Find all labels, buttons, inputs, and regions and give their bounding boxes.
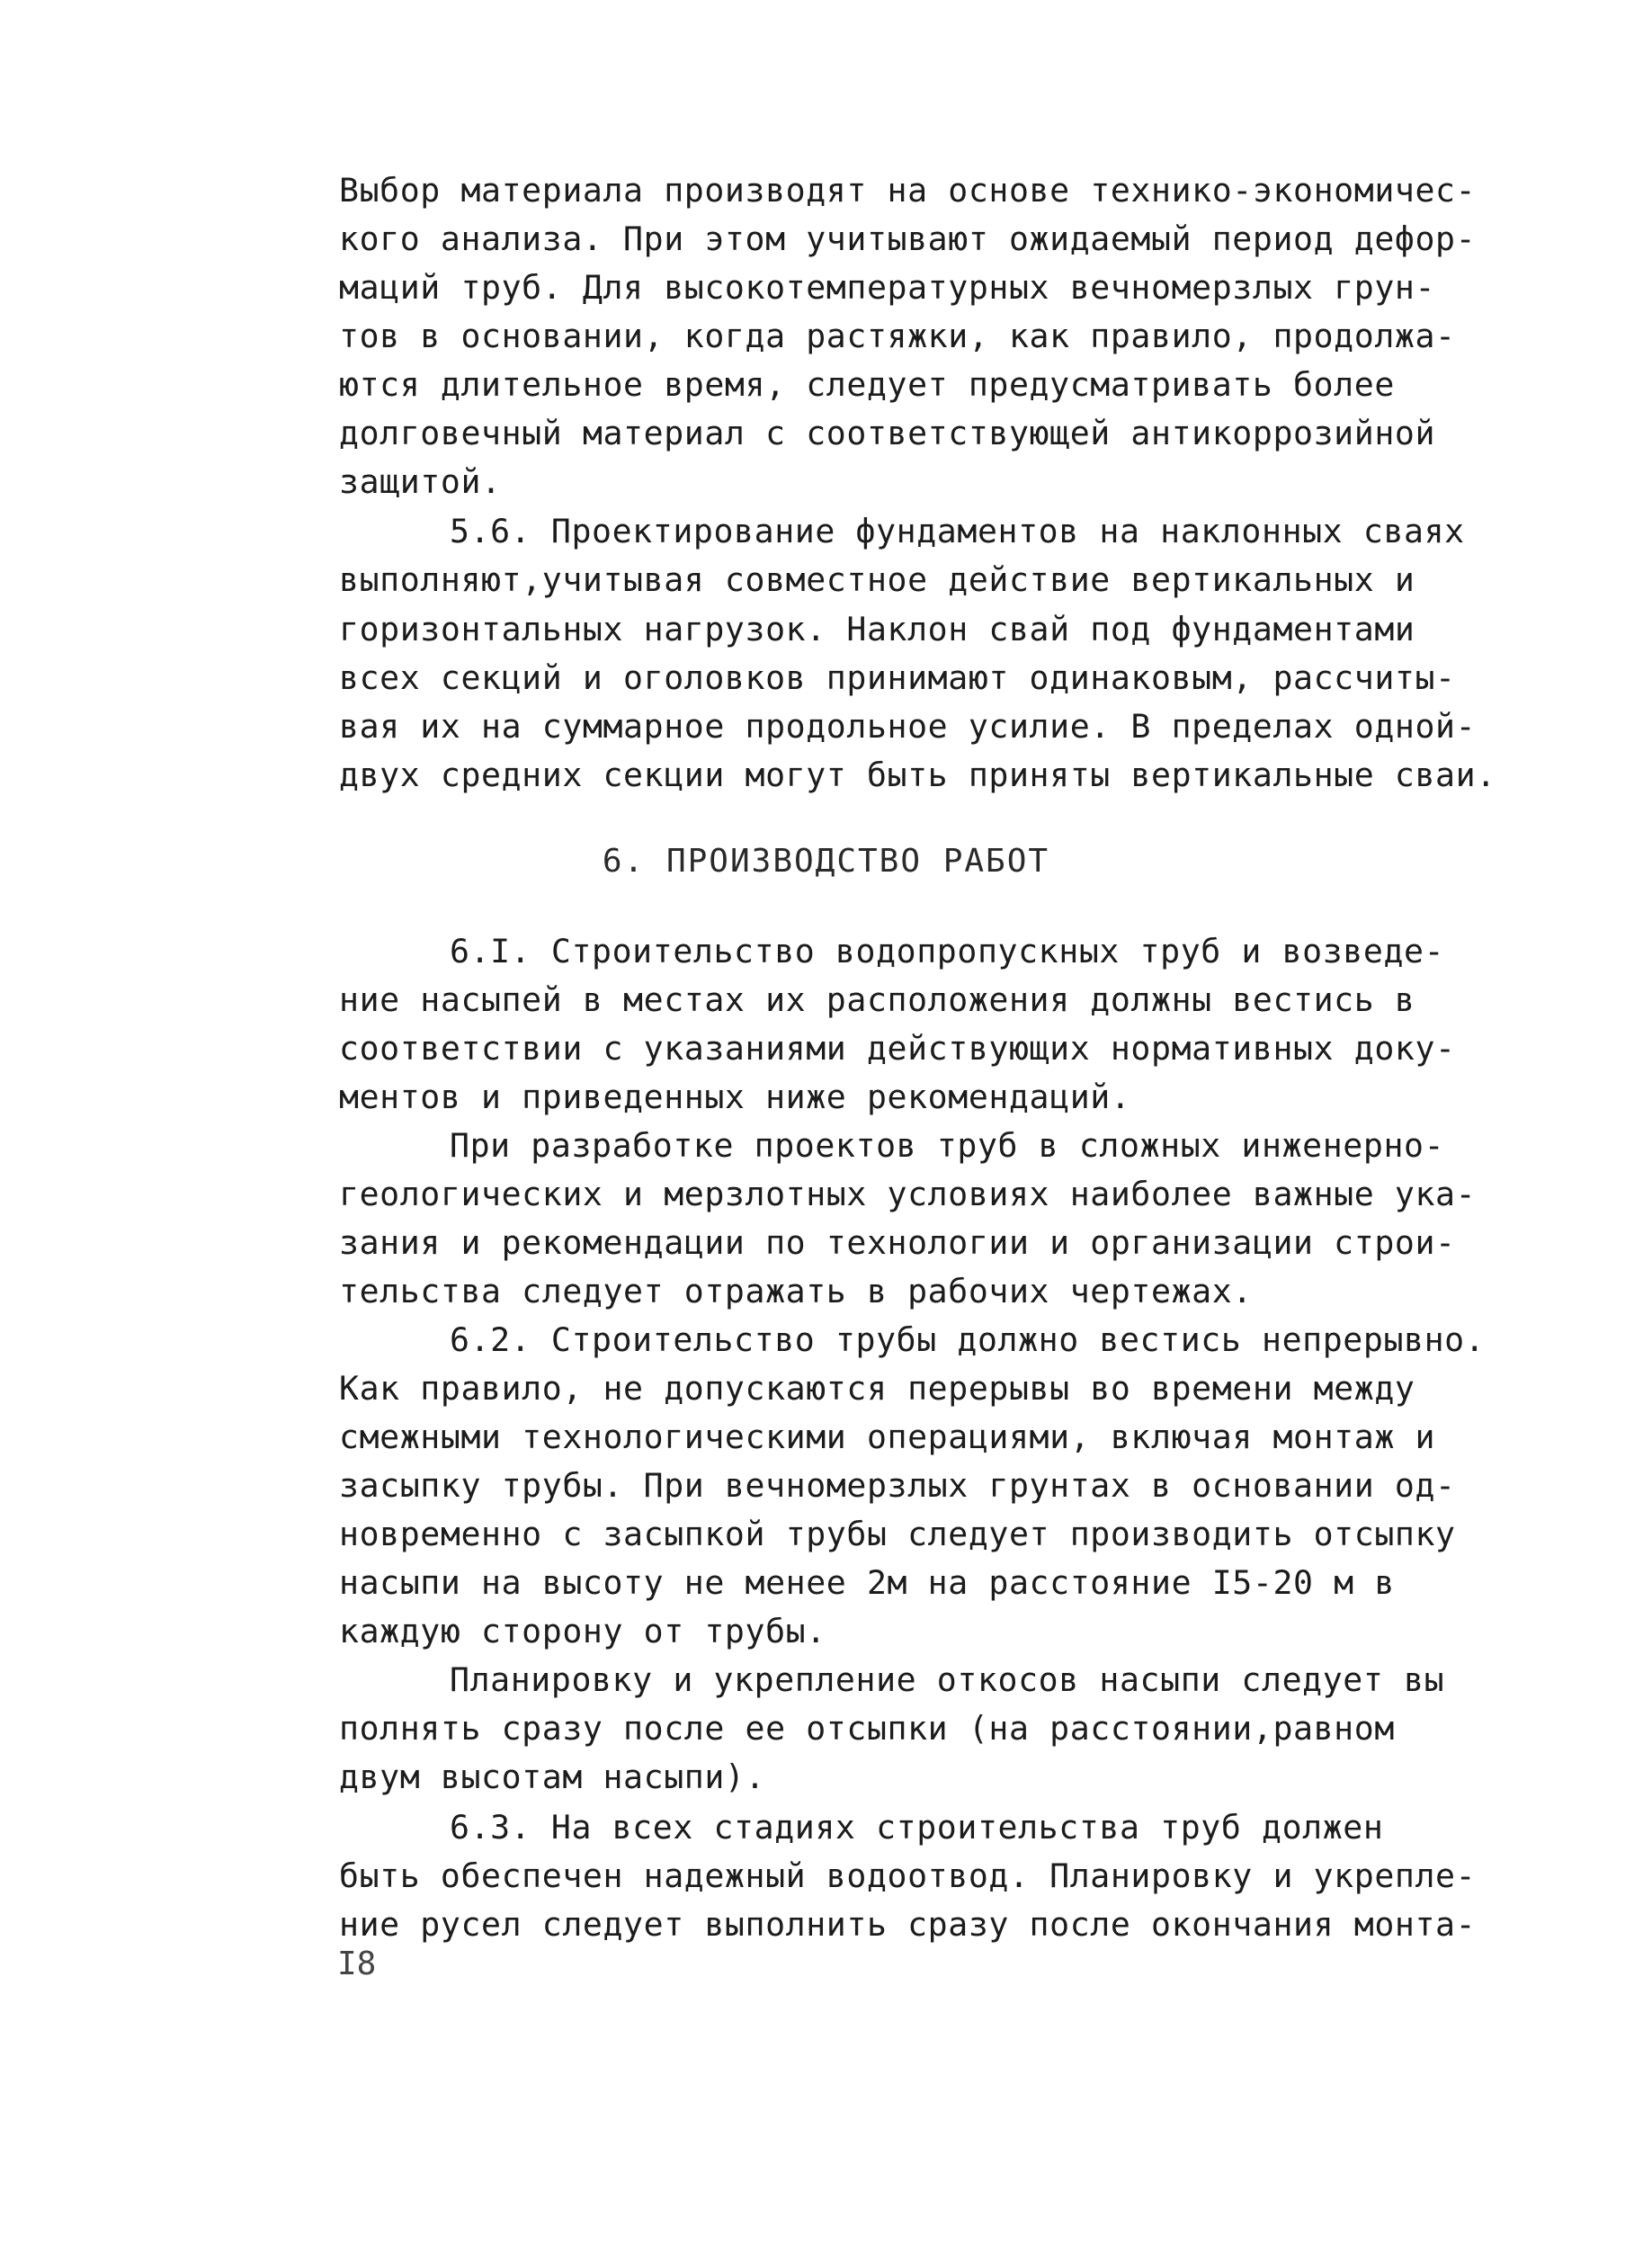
paragraph-start: Планировку и укрепление откосов насыпи следует вы bbox=[450, 1660, 1445, 1699]
page-number: I8 bbox=[337, 1945, 377, 1982]
section-heading: 6. ПРОИЗВОДСТВО РАБОТ bbox=[602, 843, 1050, 880]
text-line: ние насыпей в местах их расположения должны вестись в bbox=[339, 980, 1415, 1019]
text-line: кого анализа. При этом учитывают ожидаемый период дефор- bbox=[339, 219, 1477, 258]
text-line: маций труб. Для высокотемпературных вечномерзлых грун- bbox=[339, 268, 1436, 307]
text-line: двух средних секции могут быть приняты вертикальные сваи. bbox=[339, 756, 1496, 794]
text-line: защитой. bbox=[339, 462, 502, 501]
text-line: двум высотам насыпи). bbox=[339, 1758, 766, 1796]
text-line: смежными технологическими операциями, включая монтаж и bbox=[339, 1418, 1436, 1456]
text-line: выполняют,учитывая совместное действие вертикальных и bbox=[339, 560, 1415, 599]
text-line: ются длительное время, следует предусматривать более bbox=[339, 365, 1395, 404]
text-line: быть обеспечен надежный водоотвод. Планировку и укрепле- bbox=[339, 1856, 1477, 1895]
text-line: полнять сразу после ее отсыпки (на расстоянии,равном bbox=[339, 1709, 1395, 1748]
text-line: вая их на суммарное продольное усилие. В пределах одной- bbox=[339, 707, 1477, 746]
text-line: геологических и мерзлотных условиях наиболее важные ука- bbox=[339, 1175, 1477, 1213]
text-line: долговечный материал с соответствующей антикоррозийной bbox=[339, 414, 1436, 452]
paragraph-start-6-1: 6.I. Строительство водопропускных труб и возведе- bbox=[450, 932, 1445, 970]
text-line: зания и рекомендации по технологии и организации строи- bbox=[339, 1223, 1456, 1262]
paragraph-start-5-6: 5.6. Проектирование фундаментов на наклонных сваях bbox=[450, 512, 1465, 550]
text-line: тов в основании, когда растяжки, как правило, продолжа- bbox=[339, 317, 1456, 355]
text-line: тельства следует отражать в рабочих чертежах. bbox=[339, 1272, 1253, 1310]
text-line: Как правило, не допускаются перерывы во времени между bbox=[339, 1369, 1415, 1408]
text-line: всех секций и оголовков принимают одинаковым, рассчиты- bbox=[339, 658, 1456, 697]
paragraph-start-6-2: 6.2. Строительство трубы должно вестись непрерывно. bbox=[450, 1320, 1486, 1359]
text-line: горизонтальных нагрузок. Наклон свай под фундаментами bbox=[339, 610, 1415, 648]
paragraph-start-6-3: 6.3. На всех стадиях строительства труб должен bbox=[450, 1808, 1384, 1847]
text-line: каждую сторону от трубы. bbox=[339, 1612, 826, 1650]
text-line: Выбор материала производят на основе технико-экономичес- bbox=[339, 171, 1477, 210]
text-line: ментов и приведенных ниже рекомендаций. bbox=[339, 1078, 1131, 1116]
text-line: новременно с засыпкой трубы следует производить отсыпку bbox=[339, 1515, 1456, 1553]
paragraph-start: При разработке проектов труб в сложных инженерно- bbox=[450, 1126, 1445, 1165]
text-line: насыпи на высоту не менее 2м на расстояние I5-20 м в bbox=[339, 1563, 1395, 1602]
text-line: соответствии с указаниями действующих нормативных доку- bbox=[339, 1029, 1456, 1068]
text-line: ние русел следует выполнить сразу после окончания монта- bbox=[339, 1905, 1477, 1944]
text-line: засыпку трубы. При вечномерзлых грунтах в основании од- bbox=[339, 1466, 1456, 1505]
